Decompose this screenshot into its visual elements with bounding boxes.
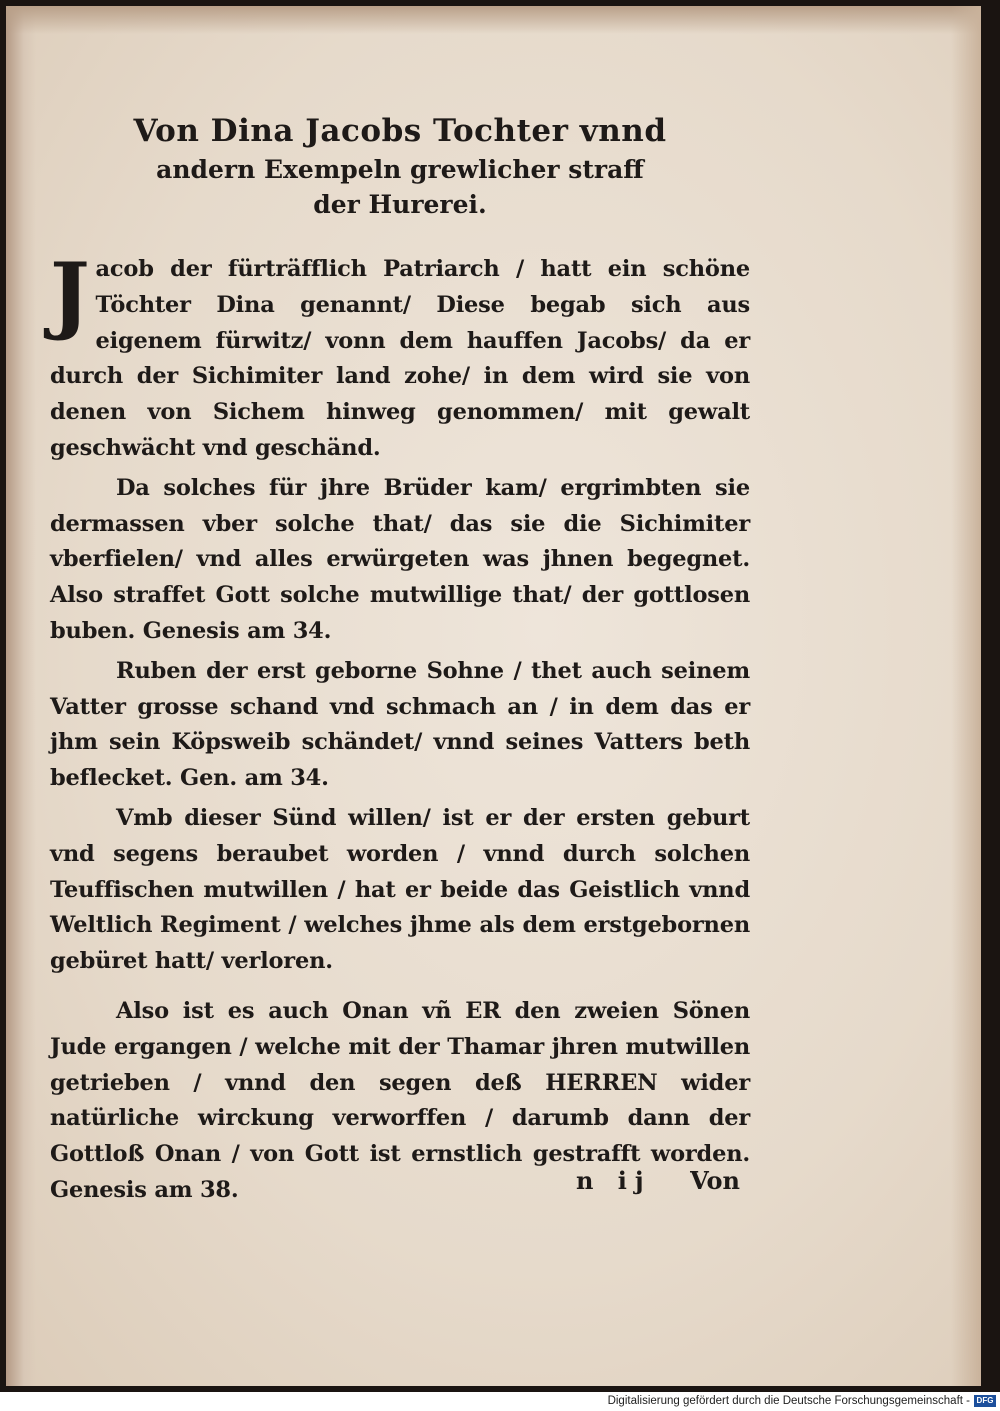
- page-title: [50, 110, 750, 222]
- title-line-2: andern Exempeln grewlicher straff: [156, 155, 644, 184]
- signature-mark: n ij: [576, 1166, 652, 1195]
- paragraph-brothers: Da solches für jhre Brüder kam/ ergrimbten sie dermassen vber solche that/ das sie die Sichimiter vberfielen/ vnd alles erwürgeten was jhnen begegnet. Also straffet Gott solche mutwillige that/ der gottlosen buben. Genesis am 34.: [50, 474, 750, 644]
- page-shadow-top: [6, 6, 981, 34]
- paragraph-ruben-punishment: Vmb dieser Sünd willen/ ist er der ersten geburt vnd segens beraubet worden / vnnd durch solchen Teuffischen mutwillen / hat er beide das Geistlich vnnd Weltlich Regiment / welches jhme als dem erstgebornen gebüret hatt/ verloren.: [50, 804, 750, 975]
- digitization-credit: [0, 1392, 1000, 1411]
- dfg-logo: DFG: [974, 1395, 996, 1407]
- paragraph-onan: Also ist es auch Onan vñ ER den zweien Sönen Jude ergangen / welche mit der Thamar jhren mutwillen getrieben / vnnd den segen deß HERREN wider natürliche wirckung verworffen / darumb dann der Gottloß Onan / von Gott ist ernstlich gestrafft worden. Genesis am 38.: [50, 997, 750, 1203]
- page-footer: [50, 1166, 750, 1206]
- text-block: [50, 110, 750, 1209]
- paragraph-ruben: Ruben der erst geborne Sohne / thet auch seinem Vatter grosse schand vnd schmach an / in dem das er jhm sein Köpsweib schändet/ vnnd seines Vatters beth beflecket. Gen. am 34.: [50, 657, 750, 792]
- paragraph-dina: Jacob der fürträfflich Patriarch / hatt ein schöne Töchter Dina genannt/ Diese begab sich aus eigenem fürwitz/ vonn dem hauffen Jacobs/ da er durch der Sichimiter land zohe/ in dem wird sie von denen von Sichem hinweg genommen/ mit gewalt geschwächt vnd geschänd.: [50, 244, 750, 461]
- page-shadow-left: [6, 6, 36, 1386]
- credit-text: Digitalisierung gefördert durch die Deutsche Forschungsgemeinschaft -: [607, 1395, 970, 1407]
- title-line-1: Von Dina Jacobs Tochter vnnd: [133, 113, 667, 149]
- catchword: Von: [690, 1166, 740, 1195]
- page-shadow-right: [951, 6, 981, 1386]
- title-line-3: der Hurerei.: [313, 190, 487, 219]
